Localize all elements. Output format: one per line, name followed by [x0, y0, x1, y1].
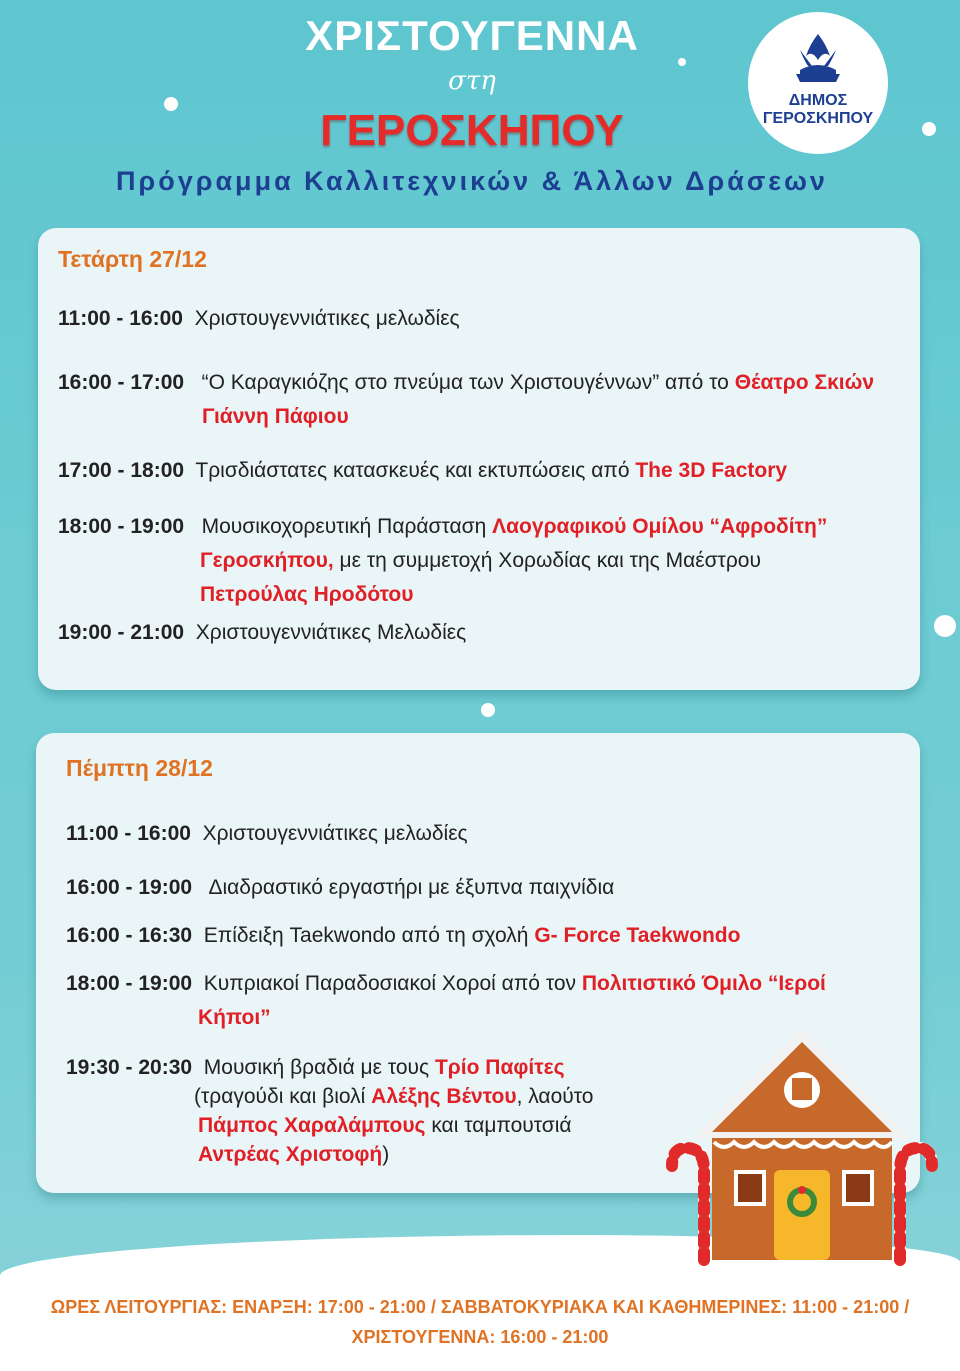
day-label: Τετάρτη 27/12 — [58, 246, 207, 272]
schedule-card-day1 — [38, 228, 920, 690]
opening-hours-line2: ΧΡΙΣΤΟΥΓΕΝΝΑ: 16:00 - 21:00 — [351, 1327, 609, 1347]
event-time: 16:00 - 19:00 — [66, 876, 193, 899]
event-highlight: Αντρέας Χριστοφή — [198, 1143, 383, 1166]
event-highlight: Πετρούλας Ηροδότου — [200, 583, 414, 606]
event-highlight: Πολιτιστικό Όμιλο “Ιεροί — [581, 972, 826, 995]
event-highlight: Αλέξης Βέντου — [371, 1085, 517, 1108]
event-highlight: Γιάννη Πάφιου — [202, 405, 349, 428]
event-description: Επίδειξη Taekwondo από τη σχολή — [203, 924, 529, 947]
event-description: Τρισδιάστατες κατασκευές και εκτυπώσεις από — [195, 459, 630, 482]
event-highlight: G- Force Taekwondo — [534, 924, 741, 947]
event-description: (τραγούδι και βιολί — [194, 1085, 366, 1108]
event-row — [58, 616, 908, 650]
event-time: 18:00 - 19:00 — [66, 972, 193, 995]
title-town: ΓΕΡΟΣΚΗΠΟΥ — [320, 106, 624, 155]
event-highlight: Γεροσκήπου, — [200, 549, 334, 572]
event-row — [58, 510, 908, 612]
event-description: Χριστουγεννιάτικες Μελωδίες — [195, 621, 467, 644]
municipality-logo — [748, 12, 888, 154]
event-description: , λαούτο — [516, 1085, 594, 1108]
event-time: 17:00 - 18:00 — [58, 459, 185, 482]
event-description: “Ο Καραγκιόζης στο πνεύμα των Χριστουγέννων” από το — [201, 371, 729, 394]
event-description: με τη συμμετοχή Χορωδίας και της Μαέστρου — [339, 549, 761, 572]
event-row — [66, 871, 886, 905]
snowflake-decoration — [934, 615, 956, 637]
event-time: 19:00 - 21:00 — [58, 621, 185, 644]
event-row — [66, 817, 886, 851]
event-time: 18:00 - 19:00 — [58, 515, 185, 538]
event-highlight: Θέατρο Σκιών — [734, 371, 875, 394]
gingerbread-house-icon — [664, 1020, 944, 1270]
event-row — [58, 302, 898, 336]
event-description: και ταμπουτσιά — [431, 1114, 572, 1137]
opening-hours — [0, 1292, 960, 1352]
program-subtitle: Πρόγραμμα Καλλιτεχνικών & Άλλων Δράσεων — [116, 166, 828, 196]
event-highlight: The 3D Factory — [635, 459, 788, 482]
event-description: Διαδραστικό εργαστήρι με έξυπνα παιχνίδια — [208, 876, 615, 899]
event-description: ) — [382, 1143, 390, 1166]
crest-icon — [790, 30, 846, 86]
event-row — [58, 454, 908, 488]
event-highlight: Λαογραφικού Ομίλου “Αφροδίτη” — [492, 515, 828, 538]
event-description: Χριστουγεννιάτικες μελωδίες — [202, 822, 468, 845]
event-row — [66, 919, 886, 953]
event-time: 11:00 - 16:00 — [58, 307, 183, 330]
event-row — [66, 1053, 666, 1169]
opening-hours-line1: ΩΡΕΣ ΛΕΙΤΟΥΡΓΙΑΣ: ΕΝΑΡΞΗ: 17:00 - 21:00 / ΣΑΒΒΑΤΟΚΥΡΙΑΚΑ ΚΑΙ ΚΑΘΗΜΕΡΙΝΕΣ: 11:00 - 21:00 / — [50, 1297, 910, 1317]
event-time: 16:00 - 16:30 — [66, 924, 193, 947]
event-highlight: Πάμπος Χαραλάμπους — [198, 1114, 426, 1137]
snowflake-decoration — [481, 703, 495, 717]
event-highlight: Κήποι” — [198, 1006, 271, 1029]
event-description: Μουσική βραδιά με τους — [203, 1056, 430, 1079]
event-row — [58, 366, 908, 434]
title-christmas: ΧΡΙΣΤΟΥΓΕΝΝΑ — [305, 12, 639, 59]
event-time: 16:00 - 17:00 — [58, 371, 185, 394]
day-label: Πέμπτη 28/12 — [66, 755, 213, 781]
event-highlight: Τρίο Παφίτες — [434, 1056, 565, 1079]
event-time: 19:30 - 20:30 — [66, 1056, 193, 1079]
event-description: Μουσικοχορευτική Παράσταση — [201, 515, 487, 538]
event-description: Κυπριακοί Παραδοσιακοί Χοροί από τον — [203, 972, 577, 995]
logo-line1: ΔΗΜΟΣ — [788, 92, 848, 109]
logo-line2: ΓΕΡΟΣΚΗΠΟΥ — [762, 110, 874, 127]
title-connector: στη — [448, 66, 496, 96]
event-time: 11:00 - 16:00 — [66, 822, 191, 845]
event-description: Χριστουγεννιάτικες μελωδίες — [194, 307, 460, 330]
